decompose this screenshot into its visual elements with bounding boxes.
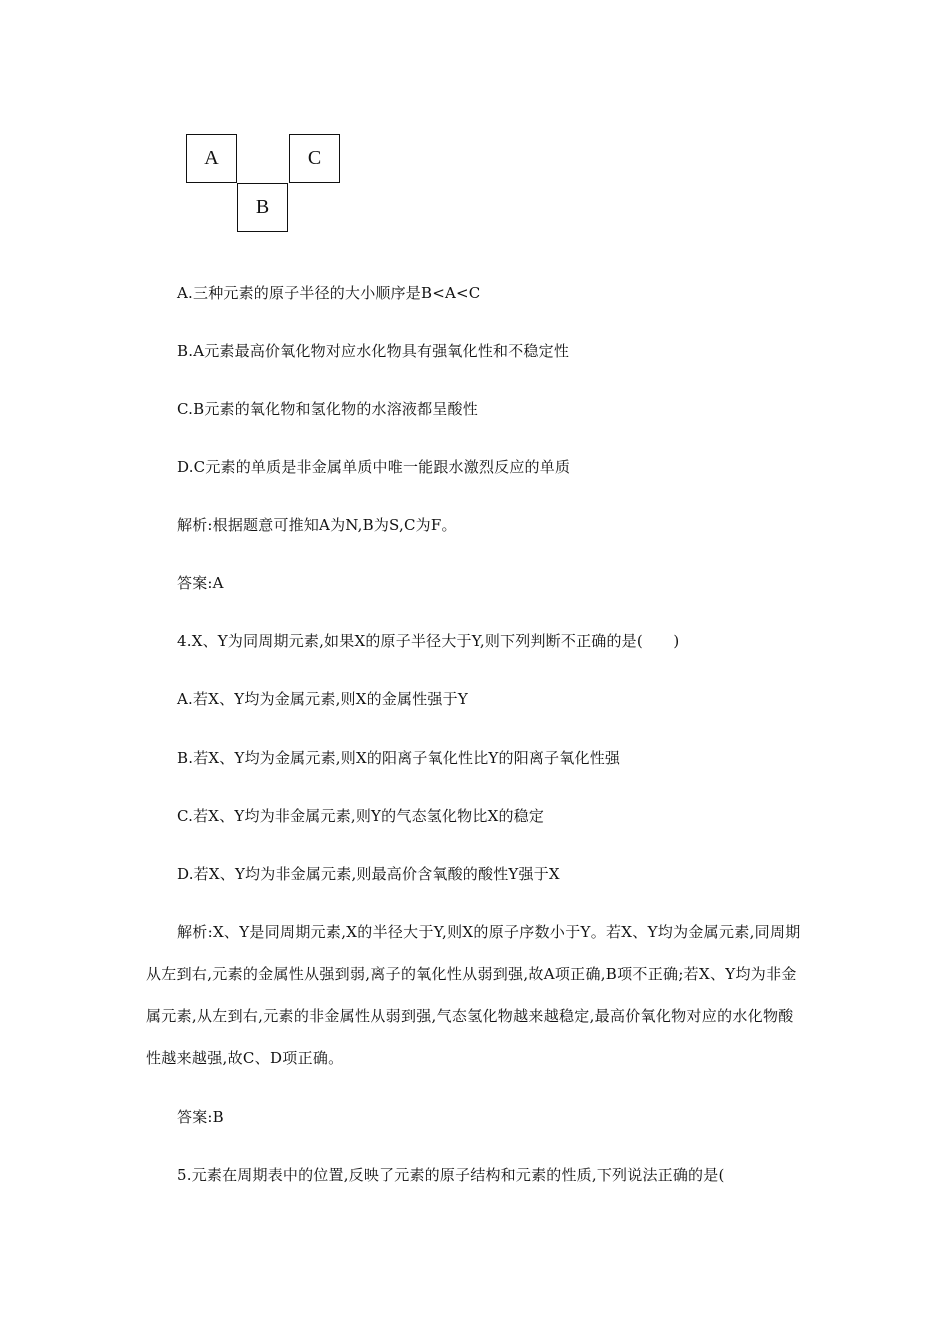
q3-option-b: B.A元素最高价氧化物对应水化物具有强氧化性和不稳定性 — [177, 342, 570, 360]
q3-option-c: C.B元素的氧化物和氢化物的水溶液都呈酸性 — [177, 400, 478, 418]
diagram-cell-b: B — [237, 183, 288, 232]
q4-option-d: D.若X、Y均为非金属元素,则最高价含氧酸的酸性Y强于X — [177, 865, 560, 883]
q3-analysis: 解析:根据题意可推知A为N,B为S,C为F。 — [177, 516, 457, 534]
diagram-cell-c: C — [289, 134, 340, 183]
q3-option-a: A.三种元素的原子半径的大小顺序是B<A<C — [177, 284, 481, 302]
q4-option-a: A.若X、Y均为金属元素,则X的金属性强于Y — [177, 690, 468, 708]
element-position-diagram — [0, 0, 950, 260]
q4-option-c: C.若X、Y均为非金属元素,则Y的气态氢化物比X的稳定 — [177, 807, 545, 825]
q4-answer: 答案:B — [177, 1108, 224, 1126]
q4-analysis: 解析:X、Y是同周期元素,X的半径大于Y,则X的原子序数小于Y。若X、Y均为金属元素,同周期从左到右,元素的金属性从强到弱,离子的氧化性从弱到强,故A项正确,B项不正确;若X、Y均为非金属元素,从左到右,元素的非金属性从弱到强,气态氢化物越来越稳定,最高价氧化物对应的水化物酸性越来越强,故C、D项正确。 — [146, 923, 801, 1067]
q3-option-d: D.C元素的单质是非金属单质中唯一能跟水激烈反应的单质 — [177, 458, 571, 476]
q3-answer: 答案:A — [177, 574, 224, 592]
q4-stem: 4.X、Y为同周期元素,如果X的原子半径大于Y,则下列判断不正确的是( ) — [177, 632, 680, 650]
q4-option-b: B.若X、Y均为金属元素,则X的阳离子氧化性比Y的阳离子氧化性强 — [177, 749, 621, 767]
q5-stem: 5.元素在周期表中的位置,反映了元素的原子结构和元素的性质,下列说法正确的是( — [177, 1166, 725, 1184]
diagram-cell-a: A — [186, 134, 237, 183]
